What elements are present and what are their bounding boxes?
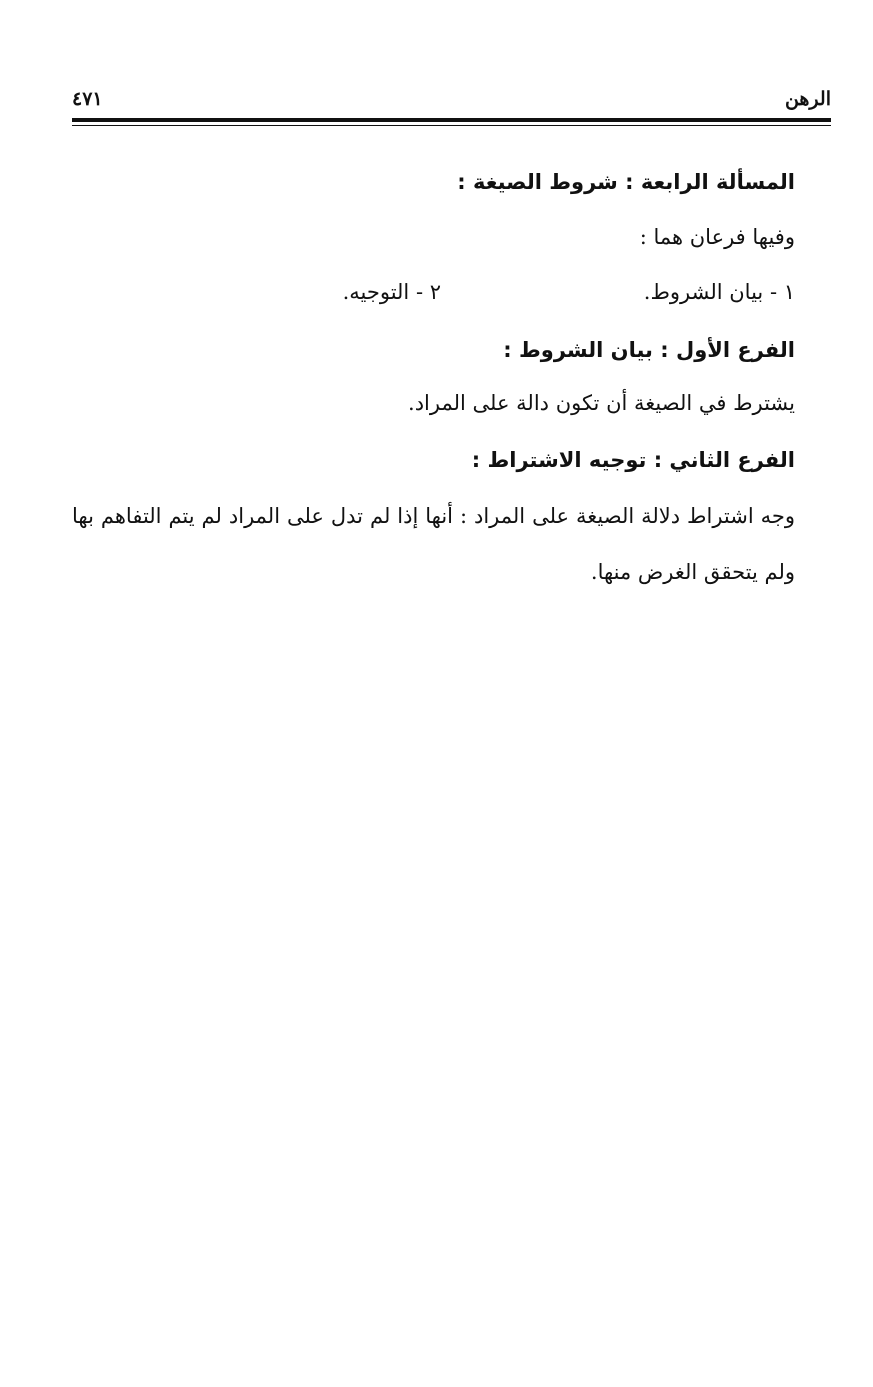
list-item: ٢ - التوجيه. [342,280,441,304]
list-item: ١ - بيان الشروط. [643,280,795,304]
branch-one-heading: الفرع الأول : بيان الشروط : [503,338,795,362]
page-number: ٤٧١ [72,88,103,110]
branch-two-text: وجه اشتراط دلالة الصيغة على المراد : أنها إذا لم تدل على المراد لم يتم التفاهم بها ولم يتحقق الغرض منها. [72,504,795,584]
header-rule-thick [72,118,831,122]
section-intro: وفيها فرعان هما : [639,225,795,249]
running-head-title: الرهن [784,88,831,110]
branch-one-text: يشترط في الصيغة أن تكون دالة على المراد. [408,391,795,415]
header-rule-thin [72,125,831,126]
section-heading: المسألة الرابعة : شروط الصيغة : [457,170,795,194]
branch-two-heading: الفرع الثاني : توجيه الاشتراط : [471,448,795,472]
running-head [72,84,831,118]
branch-list [72,277,795,307]
